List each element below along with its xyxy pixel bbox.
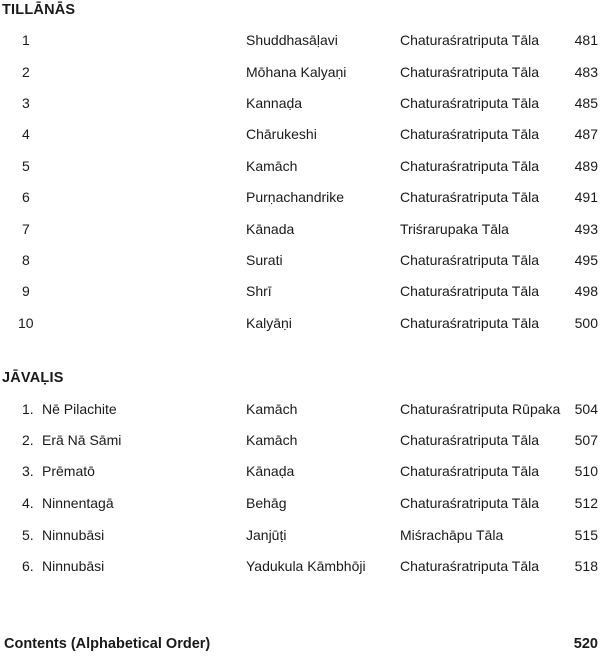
row-number: 1.	[22, 401, 34, 417]
raga-name: Mōhana Kalyaṇi	[246, 64, 347, 80]
song-title: Ninnubāsi	[42, 527, 105, 543]
javali-row	[0, 401, 600, 423]
contents-alphabetical-heading: Contents (Alphabetical Order)	[4, 636, 211, 652]
raga-name: Kamāch	[246, 432, 298, 448]
song-title: Prēmatō	[42, 463, 95, 479]
tillana-row	[0, 32, 600, 54]
tillana-row	[0, 158, 600, 180]
row-number: 10	[18, 315, 34, 331]
page-number: 491	[574, 189, 598, 205]
raga-name: Kānaḍa	[246, 463, 295, 479]
page-number: 498	[574, 283, 598, 299]
javali-row	[0, 495, 600, 517]
tillana-row	[0, 283, 600, 305]
tillana-row	[0, 126, 600, 148]
page-number: 507	[574, 432, 598, 448]
row-number: 3.	[22, 463, 34, 479]
raga-name: Kannaḍa	[246, 95, 303, 111]
javalis-heading: JĀVAḶIS	[2, 370, 64, 386]
page-number: 489	[574, 158, 598, 174]
row-number: 5.	[22, 527, 34, 543]
tala-name: Chaturaśratriputa Tāla	[400, 252, 540, 268]
raga-name: Shrī	[246, 283, 272, 299]
row-number: 3	[22, 95, 30, 111]
tala-name: Chaturaśratriputa Tāla	[400, 432, 540, 448]
javali-row	[0, 558, 600, 580]
row-number: 5	[22, 158, 30, 174]
raga-name: Surati	[246, 252, 283, 268]
tillana-row	[0, 189, 600, 211]
raga-name: Purṇachandrike	[246, 189, 345, 205]
raga-name: Kānada	[246, 221, 295, 237]
tala-name: Chaturaśratriputa Tāla	[400, 126, 540, 142]
song-title: Ninnubāsi	[42, 558, 105, 574]
tala-name: Triśrarupaka Tāla	[400, 221, 509, 237]
page-number: 481	[574, 32, 598, 48]
page-number: 500	[574, 315, 598, 331]
row-number: 7	[22, 221, 30, 237]
tala-name: Chaturaśratriputa Tāla	[400, 64, 540, 80]
row-number: 2.	[22, 432, 34, 448]
page-number: 483	[574, 64, 598, 80]
tala-name: Chaturaśratriputa Tāla	[400, 283, 540, 299]
song-title: Erā Nā Sāmi	[42, 432, 122, 448]
page-number: 515	[574, 527, 598, 543]
tala-name: Chaturaśratriputa Tāla	[400, 463, 540, 479]
tala-name: Chaturaśratriputa Rūpaka	[400, 401, 561, 417]
page-number: 493	[574, 221, 598, 237]
page-number: 495	[574, 252, 598, 268]
raga-name: Chārukeshi	[246, 126, 317, 142]
tala-name: Chaturaśratriputa Tāla	[400, 95, 540, 111]
contents-page-number: 520	[573, 636, 598, 652]
tala-name: Chaturaśratriputa Tāla	[400, 158, 540, 174]
row-number: 8	[22, 252, 30, 268]
raga-name: Kalyāṇi	[246, 315, 292, 331]
page-number: 510	[574, 463, 598, 479]
tala-name: Chaturaśratriputa Tāla	[400, 189, 540, 205]
raga-name: Shuddhasāḷavi	[246, 32, 338, 48]
song-title: Ninnentagā	[42, 495, 114, 511]
tillana-row	[0, 64, 600, 86]
tillana-row	[0, 221, 600, 243]
tala-name: Chaturaśratriputa Tāla	[400, 558, 540, 574]
tala-name: Miśrachāpu Tāla	[400, 527, 504, 543]
tala-name: Chaturaśratriputa Tāla	[400, 315, 540, 331]
page-number: 504	[574, 401, 598, 417]
row-number: 6	[22, 189, 30, 205]
raga-name: Kamāch	[246, 401, 298, 417]
raga-name: Behāg	[246, 495, 287, 511]
tillana-row	[0, 95, 600, 117]
tillana-row	[0, 252, 600, 274]
row-number: 4.	[22, 495, 34, 511]
page-number: 487	[574, 126, 598, 142]
row-number: 2	[22, 64, 30, 80]
row-number: 9	[22, 283, 30, 299]
javali-row	[0, 463, 600, 485]
raga-name: Yadukula Kāmbhōji	[246, 558, 366, 574]
song-title: Nē Pilachite	[42, 401, 117, 417]
raga-name: Janjūṭi	[246, 527, 287, 543]
page-number: 485	[574, 95, 598, 111]
tillana-row	[0, 315, 600, 337]
row-number: 4	[22, 126, 30, 142]
tillanas-heading: TILLĀNĀS	[2, 2, 76, 18]
javali-row	[0, 432, 600, 454]
javali-row	[0, 527, 600, 549]
page-number: 518	[574, 558, 598, 574]
row-number: 6.	[22, 558, 34, 574]
tala-name: Chaturaśratriputa Tāla	[400, 495, 540, 511]
tala-name: Chaturaśratriputa Tāla	[400, 32, 540, 48]
page-number: 512	[574, 495, 598, 511]
raga-name: Kamāch	[246, 158, 298, 174]
row-number: 1	[22, 32, 30, 48]
